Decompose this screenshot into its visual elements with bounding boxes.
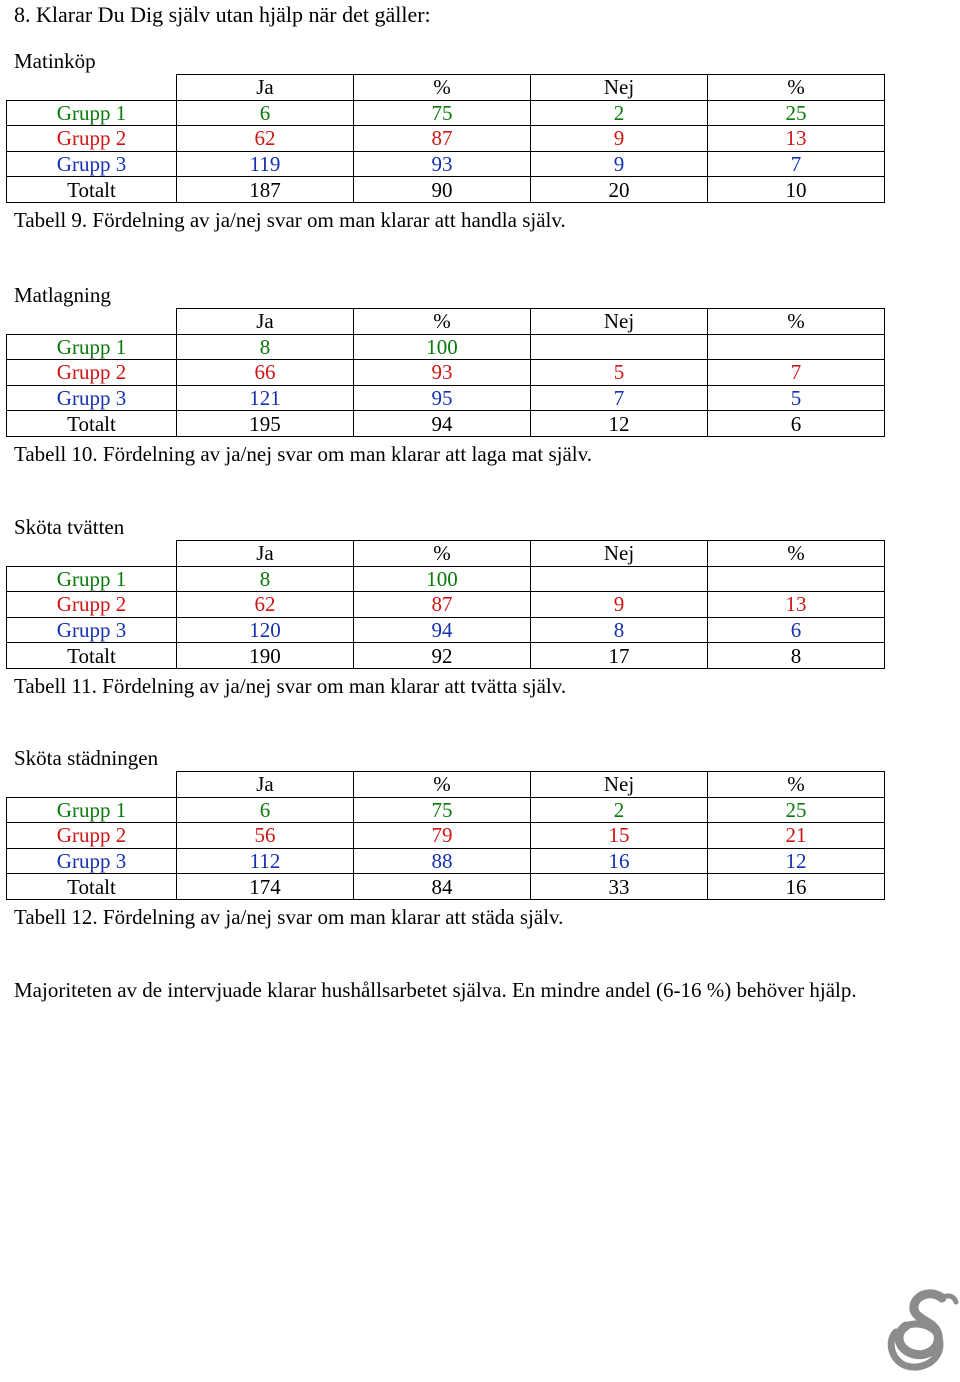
table-cell: 8: [177, 334, 354, 360]
table-caption: Tabell 12. Fördelning av ja/nej svar om man klarar att städa själv.: [14, 905, 564, 929]
table-cell: 121: [177, 385, 354, 411]
table-cell: 94: [354, 411, 531, 437]
table-cell: 88: [354, 848, 531, 874]
row-label: Grupp 2: [7, 126, 177, 152]
table-caption: Tabell 9. Fördelning av ja/nej svar om man klarar att handla själv.: [14, 208, 566, 232]
table-header-row: [7, 75, 885, 101]
table-cell: 16: [531, 848, 708, 874]
table-title: Matinköp: [14, 49, 96, 73]
table-cell: 10: [708, 177, 885, 203]
table-row: [7, 360, 885, 386]
snake-logo-icon: [880, 1284, 960, 1382]
table-cell: 2: [531, 100, 708, 126]
table-header-row: [7, 772, 885, 798]
table-row: [7, 126, 885, 152]
table-cell: 2: [531, 797, 708, 823]
table-cell: 62: [177, 592, 354, 618]
question-heading: 8. Klarar Du Dig själv utan hjälp när det gäller:: [14, 2, 431, 27]
table-row: [7, 823, 885, 849]
table-cell: 6: [708, 617, 885, 643]
table-row: [7, 592, 885, 618]
table-row: [7, 100, 885, 126]
column-header: Nej: [531, 309, 708, 335]
table-title: Sköta tvätten: [14, 515, 125, 539]
column-header: %: [354, 772, 531, 798]
table-cell: 12: [531, 411, 708, 437]
table-cell: 7: [708, 151, 885, 177]
row-label: Grupp 3: [7, 848, 177, 874]
table-title: Sköta städningen: [14, 746, 159, 770]
column-header: Nej: [531, 75, 708, 101]
row-label: Totalt: [7, 874, 177, 900]
row-label: Totalt: [7, 411, 177, 437]
table-cell: 94: [354, 617, 531, 643]
column-header: Nej: [531, 541, 708, 567]
table-row: [7, 566, 885, 592]
table-cell: 174: [177, 874, 354, 900]
table-cell: 6: [708, 411, 885, 437]
table-row: [7, 848, 885, 874]
column-header: %: [354, 541, 531, 567]
data-table: [6, 771, 885, 900]
table-caption: Tabell 11. Fördelning av ja/nej svar om man klarar att tvätta själv.: [14, 674, 567, 698]
table-cell: 16: [708, 874, 885, 900]
table-cell: 84: [354, 874, 531, 900]
column-header: Nej: [531, 772, 708, 798]
table-cell: 100: [354, 334, 531, 360]
table-cell: 25: [708, 100, 885, 126]
table-cell: 12: [708, 848, 885, 874]
row-label: Grupp 2: [7, 592, 177, 618]
table-cell: 9: [531, 151, 708, 177]
table-cell: 190: [177, 643, 354, 669]
table-row: [7, 411, 885, 437]
column-header: %: [708, 772, 885, 798]
table-cell: 92: [354, 643, 531, 669]
row-label: Grupp 2: [7, 360, 177, 386]
table-cell: 7: [708, 360, 885, 386]
table-cell: 13: [708, 592, 885, 618]
column-header: Ja: [177, 772, 354, 798]
column-header: %: [354, 309, 531, 335]
table-cell: 62: [177, 126, 354, 152]
table-cell: 9: [531, 592, 708, 618]
table-caption: Tabell 10. Fördelning av ja/nej svar om man klarar att laga mat själv.: [14, 442, 592, 466]
table-cell: 93: [354, 360, 531, 386]
table-cell: [708, 566, 885, 592]
table-row: [7, 177, 885, 203]
table-cell: 119: [177, 151, 354, 177]
table-cell: 187: [177, 177, 354, 203]
table-cell: [531, 334, 708, 360]
row-label: Grupp 1: [7, 100, 177, 126]
table-cell: 90: [354, 177, 531, 203]
row-label: Grupp 3: [7, 617, 177, 643]
row-label: Grupp 2: [7, 823, 177, 849]
table-row: [7, 334, 885, 360]
table-cell: 66: [177, 360, 354, 386]
header-spacer: [7, 75, 177, 101]
table-cell: 8: [177, 566, 354, 592]
table-cell: 15: [531, 823, 708, 849]
conclusion-paragraph: Majoriteten av de intervjuade klarar hushållsarbetet själva. En mindre andel (6-16 %) behöver hjälp.: [14, 978, 857, 1002]
table-cell: 195: [177, 411, 354, 437]
table-cell: 75: [354, 100, 531, 126]
table-row: [7, 643, 885, 669]
table-cell: 95: [354, 385, 531, 411]
table-cell: 87: [354, 592, 531, 618]
table-header-row: [7, 309, 885, 335]
table-cell: 25: [708, 797, 885, 823]
row-label: Grupp 3: [7, 385, 177, 411]
table-cell: 8: [708, 643, 885, 669]
table-cell: 79: [354, 823, 531, 849]
column-header: %: [708, 309, 885, 335]
header-spacer: [7, 309, 177, 335]
row-label: Grupp 3: [7, 151, 177, 177]
column-header: %: [354, 75, 531, 101]
row-label: Grupp 1: [7, 334, 177, 360]
table-cell: 5: [708, 385, 885, 411]
table-cell: 56: [177, 823, 354, 849]
table-cell: 13: [708, 126, 885, 152]
table-cell: 21: [708, 823, 885, 849]
column-header: %: [708, 541, 885, 567]
data-table: [6, 308, 885, 437]
column-header: Ja: [177, 75, 354, 101]
table-cell: [531, 566, 708, 592]
table-cell: 8: [531, 617, 708, 643]
table-cell: 20: [531, 177, 708, 203]
header-spacer: [7, 772, 177, 798]
table-cell: [708, 334, 885, 360]
column-header: Ja: [177, 309, 354, 335]
table-title: Matlagning: [14, 283, 111, 307]
table-cell: 6: [177, 100, 354, 126]
row-label: Totalt: [7, 643, 177, 669]
table-cell: 9: [531, 126, 708, 152]
table-cell: 75: [354, 797, 531, 823]
table-row: [7, 874, 885, 900]
table-cell: 7: [531, 385, 708, 411]
table-cell: 112: [177, 848, 354, 874]
table-cell: 17: [531, 643, 708, 669]
table-header-row: [7, 541, 885, 567]
data-table: [6, 540, 885, 669]
table-row: [7, 797, 885, 823]
table-cell: 93: [354, 151, 531, 177]
table-row: [7, 617, 885, 643]
data-table: [6, 74, 885, 203]
column-header: %: [708, 75, 885, 101]
header-spacer: [7, 541, 177, 567]
table-row: [7, 151, 885, 177]
table-cell: 100: [354, 566, 531, 592]
row-label: Grupp 1: [7, 797, 177, 823]
table-cell: 120: [177, 617, 354, 643]
table-row: [7, 385, 885, 411]
table-cell: 6: [177, 797, 354, 823]
table-cell: 33: [531, 874, 708, 900]
row-label: Grupp 1: [7, 566, 177, 592]
table-cell: 87: [354, 126, 531, 152]
table-cell: 5: [531, 360, 708, 386]
column-header: Ja: [177, 541, 354, 567]
row-label: Totalt: [7, 177, 177, 203]
